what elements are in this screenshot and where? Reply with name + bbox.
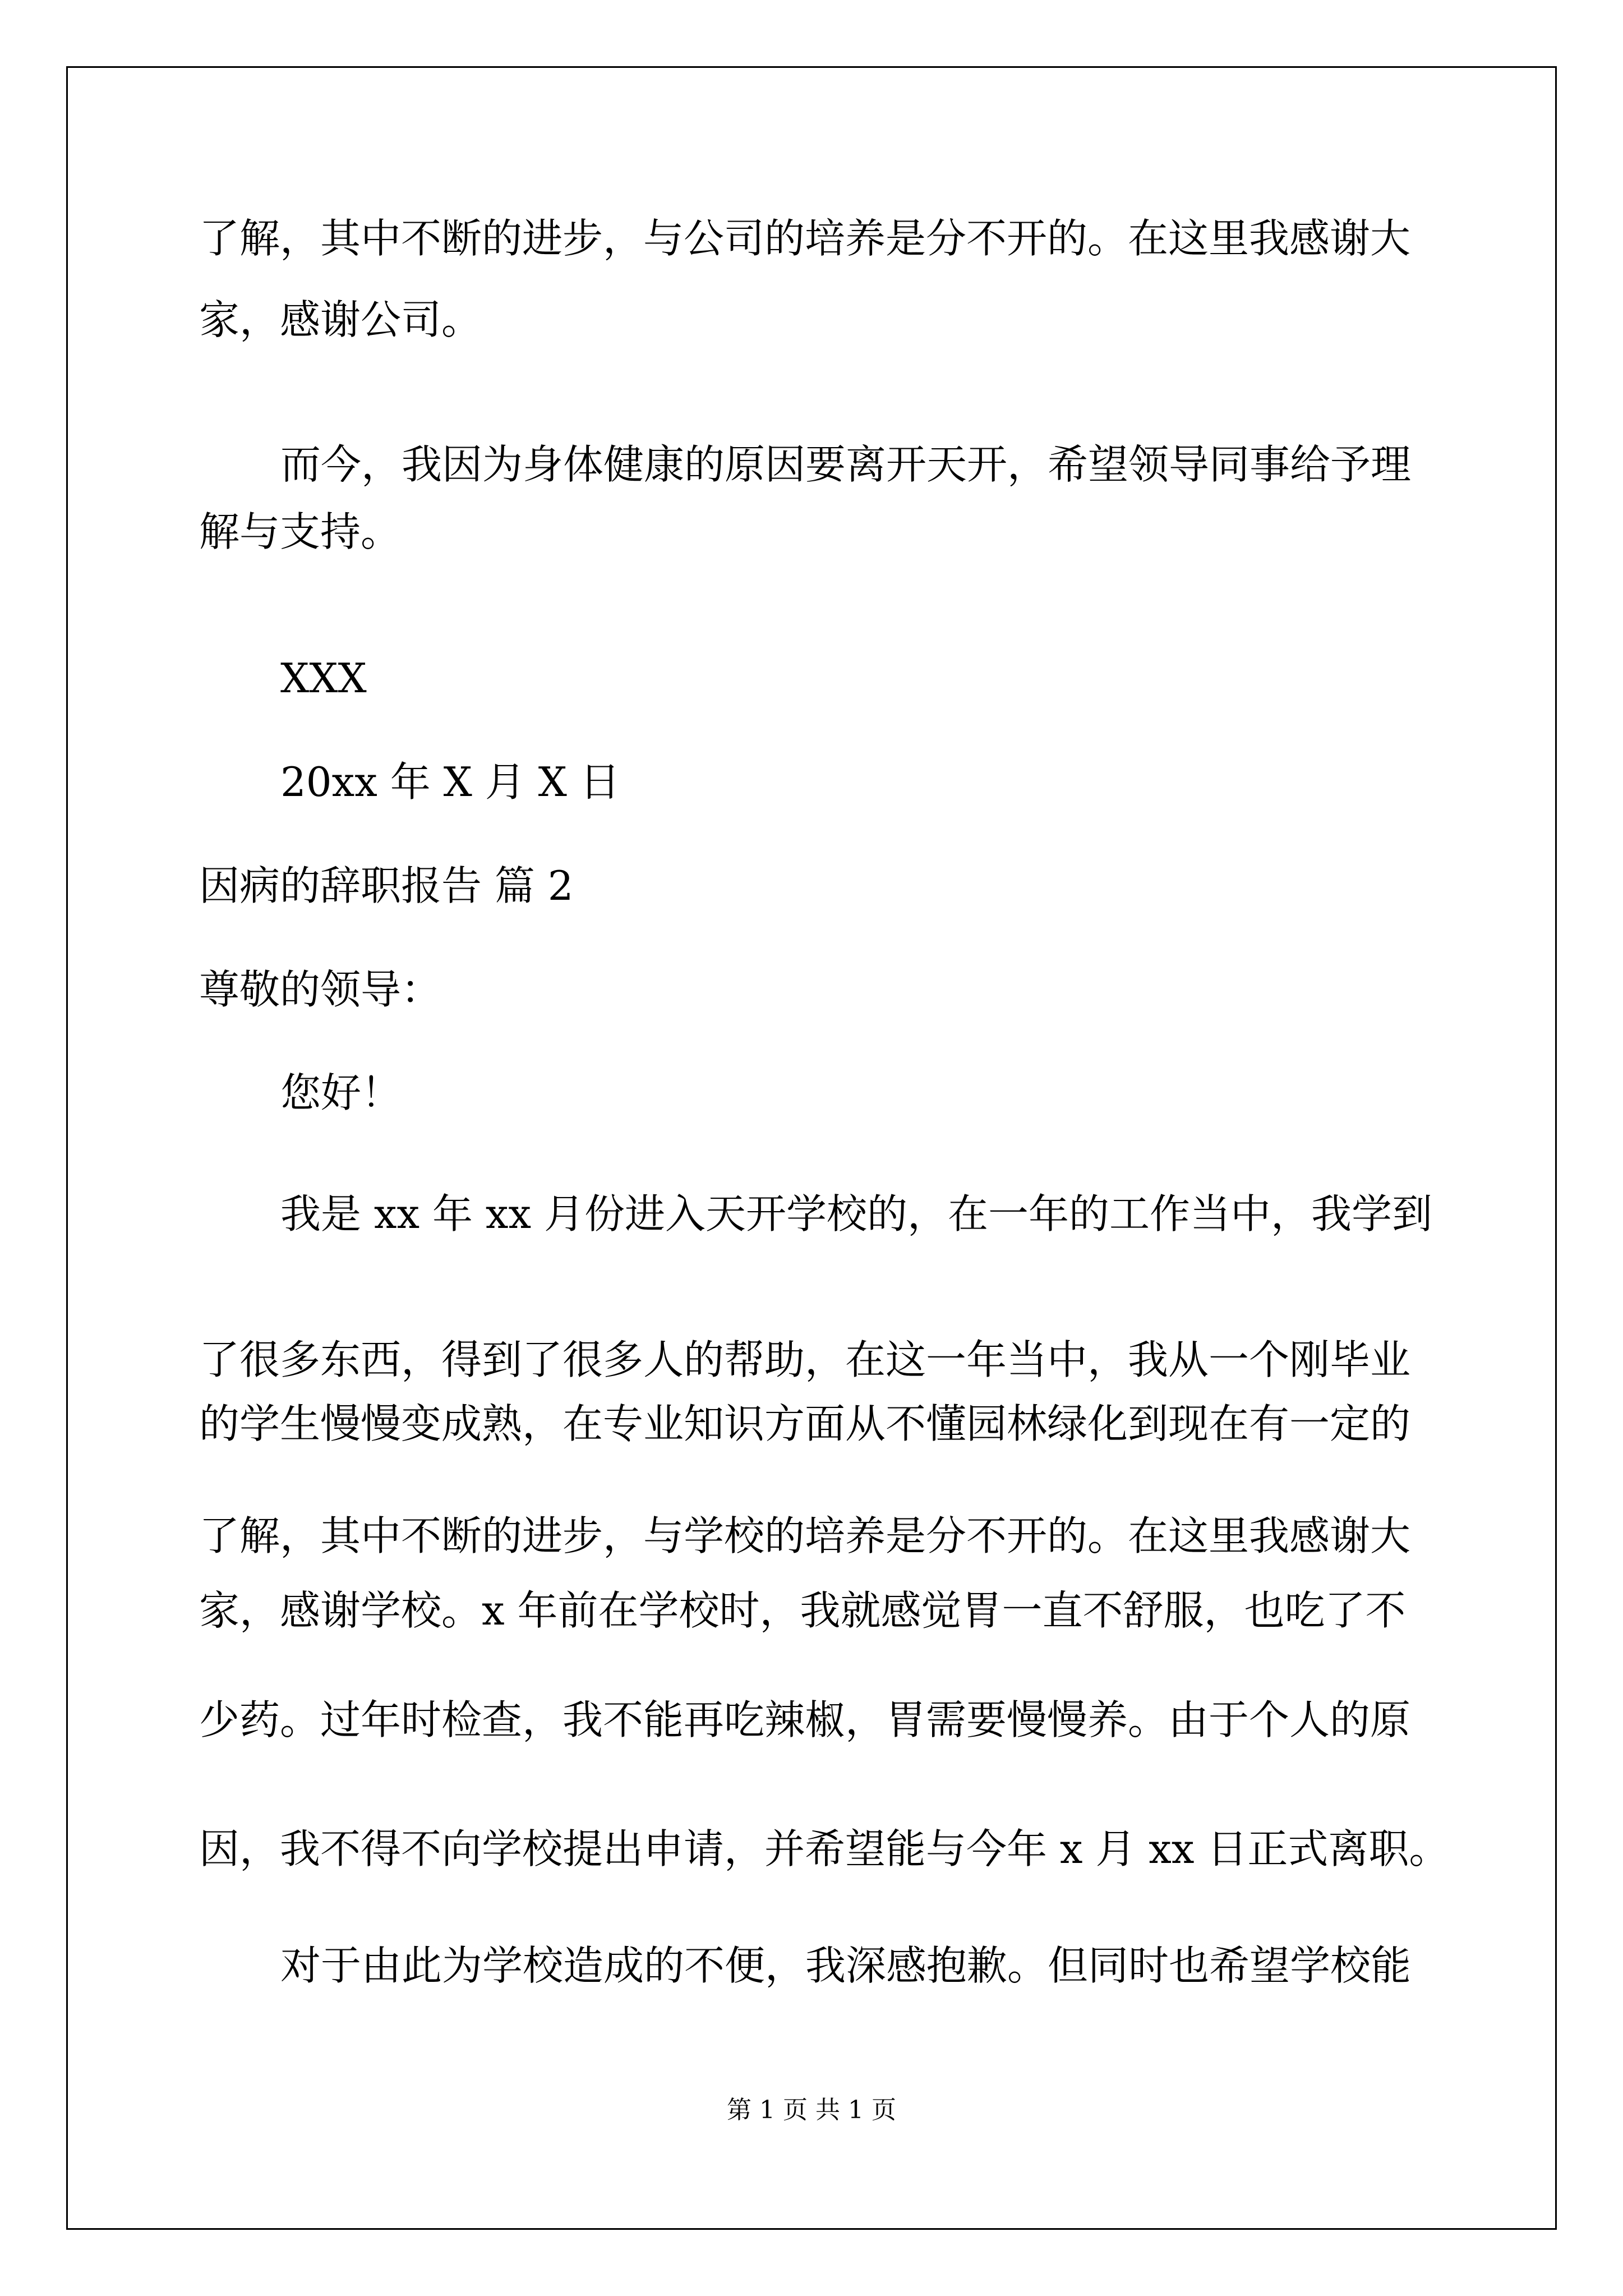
text-line: 了解，其中不断的进步，与学校的培养是分不开的。在这里我感谢大 [199,1512,1411,1559]
signature-date: 20xx 年 X 月 X 日 [280,758,620,806]
section-heading: 因病的辞职报告 篇 2 [199,862,574,909]
page-footer: 第 1 页 共 1 页 [727,2096,896,2124]
text-line: 的学生慢慢变成熟，在专业知识方面从不懂园林绿化到现在有一定的 [199,1400,1411,1447]
salutation: 尊敬的领导： [199,966,442,1013]
text-line: 家，感谢公司。 [199,296,482,343]
text-line: 对于由此为学校造成的不便，我深感抱歉。但同时也希望学校能 [280,1942,1412,1989]
text-line: 家，感谢学校。x 年前在学校时，我就感觉胃一直不舒服，也吃了不 [199,1587,1406,1634]
text-line: 而今，我因为身体健康的原因要离开天开，希望领导同事给予理 [280,441,1412,488]
greeting: 您好！ [280,1069,402,1116]
text-line: 了很多东西，得到了很多人的帮助，在这一年当中，我从一个刚毕业 [199,1336,1411,1383]
text-line: 了解，其中不断的进步，与公司的培养是分不开的。在这里我感谢大 [199,215,1411,262]
text-line: 少药。过年时检查，我不能再吃辣椒，胃需要慢慢养。由于个人的原 [199,1696,1411,1743]
text-line: 解与支持。 [199,508,402,555]
text-line: 因，我不得不向学校提出申请，并希望能与今年 x 月 xx 日正式离职。 [199,1825,1450,1872]
signature-name: XXX [280,655,367,702]
page-border [66,66,1557,2230]
text-line: 我是 xx 年 xx 月份进入天开学校的，在一年的工作当中，我学到 [280,1190,1432,1237]
